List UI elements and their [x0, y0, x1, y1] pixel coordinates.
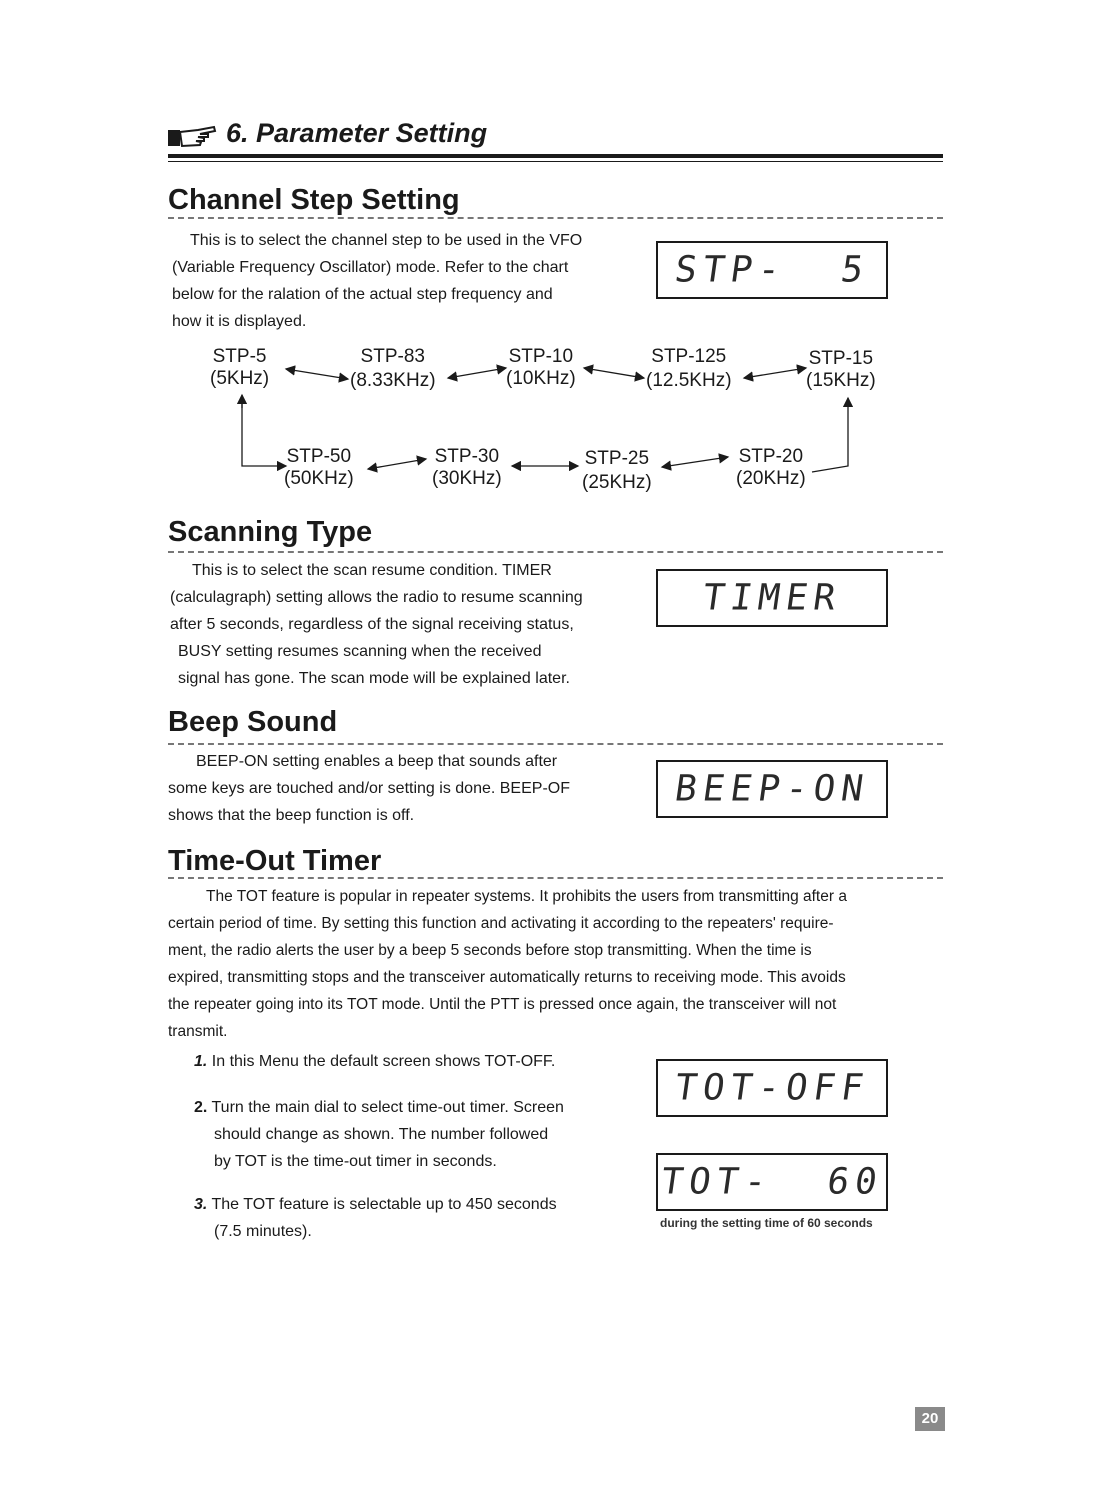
- channel-step-description: [172, 227, 650, 335]
- step-node: [646, 346, 732, 392]
- text-line: BUSY setting resumes scanning when the received: [178, 643, 542, 660]
- text-line: expired, transmitting stops and the transceiver automatically returns to receiving mode. This avoids: [168, 969, 846, 986]
- header-rule-thick: [168, 154, 943, 158]
- lcd-text: STP- 5: [672, 249, 872, 291]
- lcd-text: TOT-OFF: [672, 1067, 872, 1109]
- header-rule-thin: [168, 161, 943, 162]
- step-node: [284, 446, 354, 490]
- tot-step-1: [194, 1048, 624, 1075]
- step-text: Turn the main dial to select time-out timer. Screen: [211, 1099, 564, 1116]
- step-text: should change as shown. The number followed: [214, 1126, 549, 1143]
- step-freq: (8.33KHz): [350, 370, 436, 391]
- section-title-beep-sound: Beep Sound: [168, 706, 338, 738]
- step-name: STP-20: [738, 446, 804, 467]
- step-name: STP-5: [212, 346, 267, 367]
- lcd-text: TIMER: [699, 577, 845, 619]
- lcd-text: TOT- 60: [658, 1161, 886, 1203]
- tot-description: [168, 883, 948, 1045]
- lcd-text: BEEP-ON: [672, 768, 872, 810]
- step-name: STP-25: [584, 448, 650, 469]
- text-line: the repeater going into its TOT mode. Until the PTT is pressed once again, the transceiver will not: [168, 996, 837, 1013]
- chapter-header: [168, 116, 943, 164]
- step-node: [506, 346, 576, 390]
- section-divider: [168, 217, 943, 219]
- step-number: 2.: [194, 1099, 208, 1116]
- step-name: STP-30: [434, 446, 500, 467]
- step-name: STP-125: [651, 346, 727, 367]
- text-line: This is to select the channel step to be used in the VFO: [190, 232, 583, 249]
- text-line: transmit.: [168, 1023, 228, 1040]
- tot-step-3: [194, 1191, 634, 1245]
- step-node: [806, 348, 876, 392]
- step-text: The TOT feature is selectable up to 450 seconds: [211, 1196, 557, 1213]
- step-name: STP-10: [508, 346, 574, 367]
- step-node: [210, 346, 269, 390]
- lcd-display-step: [656, 241, 888, 299]
- text-line: (Variable Frequency Oscillator) mode. Refer to the chart: [172, 259, 569, 276]
- text-line: certain period of time. By setting this function and activating it according to the repeaters' require-: [168, 915, 834, 932]
- lcd-display-tot-off: [656, 1059, 888, 1117]
- text-line: BEEP-ON setting enables a beep that sounds after: [196, 753, 558, 770]
- step-node: [350, 346, 436, 392]
- step-text: by TOT is the time-out timer in seconds.: [214, 1153, 497, 1170]
- beep-sound-description: [168, 748, 648, 829]
- text-line: after 5 seconds, regardless of the signal receiving status,: [170, 616, 574, 633]
- scanning-type-description: [170, 557, 651, 692]
- pointing-hand-icon: [168, 124, 218, 150]
- section-title-time-out-timer: Time-Out Timer: [168, 845, 382, 877]
- section-divider: [168, 877, 943, 879]
- step-name: STP-50: [286, 446, 352, 467]
- page-number: 20: [915, 1407, 945, 1431]
- text-line: signal has gone. The scan mode will be explained later.: [178, 670, 570, 687]
- text-line: ment, the radio alerts the user by a beep 5 seconds before stop transmitting. When the time is: [168, 942, 812, 959]
- lcd-display-scan: [656, 569, 888, 627]
- step-node: [736, 446, 806, 490]
- section-title-scanning-type: Scanning Type: [168, 516, 373, 548]
- text-line: This is to select the scan resume condition. TIMER: [192, 562, 552, 579]
- step-node: [582, 448, 652, 494]
- step-number: 1.: [194, 1053, 208, 1070]
- step-chart: [200, 340, 900, 500]
- step-freq: (50KHz): [284, 468, 354, 489]
- text-line: below for the ralation of the actual step frequency and: [172, 286, 553, 303]
- chapter-title: 6. Parameter Setting: [226, 118, 488, 148]
- step-text: (7.5 minutes).: [214, 1223, 312, 1240]
- section-divider: [168, 551, 943, 553]
- step-freq: (15KHz): [806, 370, 876, 391]
- lcd-display-beep: [656, 760, 888, 818]
- step-name: STP-83: [360, 346, 425, 367]
- step-freq: (25KHz): [582, 472, 652, 493]
- step-freq: (30KHz): [432, 468, 502, 489]
- step-text: In this Menu the default screen shows TOT-OFF.: [211, 1053, 556, 1070]
- text-line: (calculagraph) setting allows the radio to resume scanning: [170, 589, 583, 606]
- text-line: how it is displayed.: [172, 313, 307, 330]
- tot-step-2: [194, 1094, 634, 1175]
- lcd-display-tot-60: [656, 1153, 888, 1211]
- lcd-caption: during the setting time of 60 seconds: [660, 1216, 873, 1230]
- step-node: [432, 446, 502, 490]
- step-number: 3.: [194, 1196, 208, 1213]
- text-line: some keys are touched and/or setting is done. BEEP-OF: [168, 780, 570, 797]
- step-freq: (5KHz): [210, 368, 270, 389]
- text-line: The TOT feature is popular in repeater systems. It prohibits the users from transmitting after a: [206, 888, 847, 905]
- section-title-channel-step: Channel Step Setting: [168, 184, 460, 216]
- section-divider: [168, 743, 943, 745]
- step-freq: (20KHz): [736, 468, 806, 489]
- step-name: STP-15: [808, 348, 874, 369]
- text-line: shows that the beep function is off.: [168, 807, 415, 824]
- step-freq: (12.5KHz): [646, 370, 732, 391]
- step-freq: (10KHz): [506, 368, 576, 389]
